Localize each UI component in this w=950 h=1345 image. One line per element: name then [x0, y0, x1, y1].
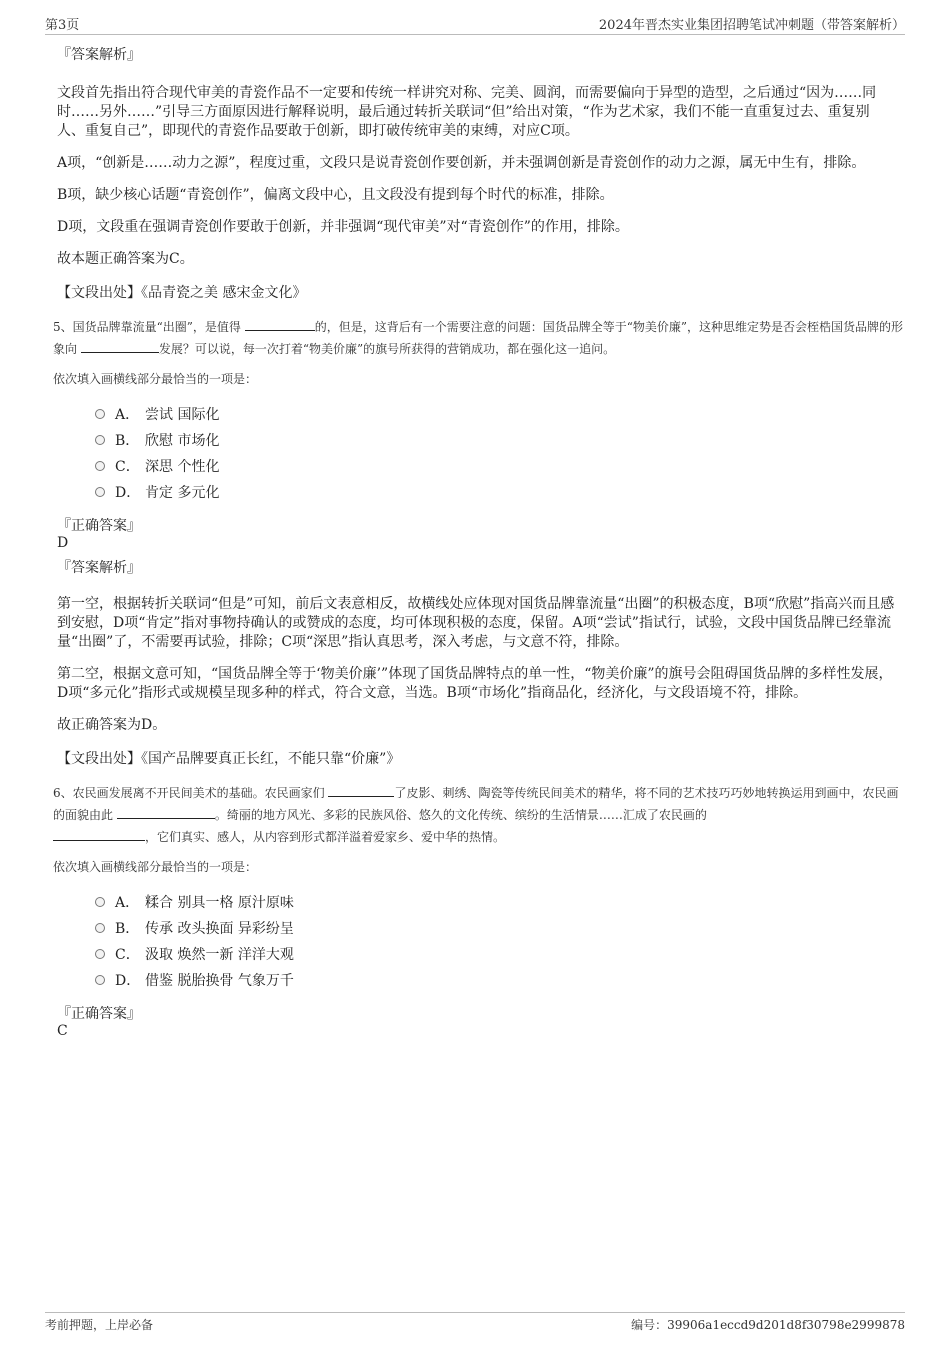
q6-correct-answer: C [57, 1023, 68, 1039]
q5-correct-answer: D [57, 535, 69, 551]
radio-icon[interactable] [95, 409, 105, 419]
page-footer [45, 1312, 905, 1335]
q6-option-b[interactable] [95, 915, 895, 941]
q4-source: 【文段出处】《品青瓷之美 感宋金文化》 [57, 285, 307, 301]
footer-document-id: 编号：39906a1eccd9d201d8f30798e2999878 [631, 1318, 905, 1332]
radio-icon[interactable] [95, 435, 105, 445]
q5-options [57, 401, 895, 505]
q4-analysis-label: 『答案解析』 [57, 47, 141, 63]
option-text: 肯定 多元化 [145, 485, 220, 501]
option-text: 借鉴 脱胎换骨 气象万千 [145, 973, 294, 989]
q6-option-c[interactable] [95, 941, 895, 967]
q5-blank-2 [81, 339, 159, 353]
radio-icon[interactable] [95, 461, 105, 471]
q6-blank-3 [53, 827, 145, 841]
q5-instruction: 依次填入画横线部分最恰当的一项是： [53, 372, 258, 386]
option-letter: C． [115, 459, 140, 475]
option-text: 尝试 国际化 [145, 407, 220, 423]
option-letter: D． [115, 973, 141, 989]
q5-option-a[interactable] [95, 401, 895, 427]
option-letter: A． [115, 895, 140, 911]
q5-analysis-paragraph: 故正确答案为D。 [57, 717, 167, 733]
footer-slogan: 考前押题，上岸必备 [45, 1318, 154, 1332]
q5-analysis-paragraph: 第一空，根据转折关联词“但是”可知，前后文表意相反，故横线处应体现对国货品牌靠流量“出圈”的积极态度，B项“欣慰”指高兴而且感到安慰，D项“肯定”指对事物持确认的或赞成的态度，均可体现积极的态度，保留。A项“尝试”指试行，试验，文段中国货品牌已经靠流量“出圈”了，不需要再试验，排除；C项“深思”指认真思考，深入考虑，与文意不符，排除。 [57, 596, 895, 650]
option-letter: B． [115, 921, 140, 937]
option-letter: D． [115, 485, 141, 501]
q6-blank-1 [328, 783, 394, 797]
option-letter: A． [115, 407, 140, 423]
q6-option-d[interactable] [95, 967, 895, 993]
option-text: 糅合 别具一格 原汁原味 [145, 895, 294, 911]
q5-blank-1 [245, 317, 315, 331]
q6-instruction: 依次填入画横线部分最恰当的一项是： [53, 860, 258, 874]
radio-icon[interactable] [95, 975, 105, 985]
document-title: 2024年晋杰实业集团招聘笔试冲刺题（带答案解析） [598, 18, 905, 33]
q5-source: 【文段出处】《国产品牌要真正长红，不能只靠“价廉”》 [57, 751, 401, 767]
q4-analysis-paragraph: D项，文段重在强调青瓷创作要敢于创新，并非强调“现代审美”对“青瓷创作”的作用，排除。 [57, 219, 629, 235]
q4-analysis-paragraph: A项，“创新是……动力之源”，程度过重，文段只是说青瓷创作要创新，并未强调创新是青瓷创作的动力之源，属无中生有，排除。 [57, 155, 866, 171]
q6-blank-2 [117, 805, 215, 819]
q5-option-c[interactable] [95, 453, 895, 479]
q6-text-part: 6、农民画发展离不开民间美术的基础。农民画家们 [53, 786, 325, 800]
q5-question-text [53, 316, 905, 360]
q6-options [57, 889, 895, 993]
q4-analysis-paragraph: 故本题正确答案为C。 [57, 251, 194, 267]
q5-text-part: 5、国货品牌靠流量“出圈”，是值得 [53, 320, 241, 334]
q6-correct-label: 『正确答案』 [57, 1006, 141, 1022]
q5-option-b[interactable] [95, 427, 895, 453]
q6-question-text [53, 782, 905, 848]
page-number: 第3页 [45, 18, 80, 33]
page-header [45, 12, 905, 35]
q6-text-part: ，它们真实、感人，从内容到形式都洋溢着爱家乡、爱中华的热情。 [145, 830, 506, 844]
page-content [53, 44, 904, 1045]
q4-analysis-paragraph: B项，缺少核心话题“青瓷创作”，偏离文段中心，且文段没有提到每个时代的标准，排除。 [57, 187, 614, 203]
option-text: 欣慰 市场化 [145, 433, 220, 449]
q5-option-d[interactable] [95, 479, 895, 505]
q5-analysis-label: 『答案解析』 [57, 560, 141, 576]
q6-text-part: 。绮丽的地方风光、多彩的民族风俗、悠久的文化传统、缤纷的生活情景……汇成了农民画的 [214, 808, 707, 822]
option-text: 深思 个性化 [145, 459, 220, 475]
option-letter: B． [115, 433, 140, 449]
q4-analysis-paragraph: 文段首先指出符合现代审美的青瓷作品不一定要和传统一样讲究对称、完美、圆润，而需要偏向于异型的造型，之后通过“因为……同时……另外……”引导三方面原因进行解释说明，最后通过转折关联词“但”给出对策，“作为艺术家，我们不能一直重复过去、重复别人、重复自己”，即现代的青瓷作品要敢于创新，即打破传统审美的束缚，对应C项。 [57, 85, 877, 139]
option-letter: C． [115, 947, 140, 963]
q5-correct-label: 『正确答案』 [57, 518, 141, 534]
radio-icon[interactable] [95, 923, 105, 933]
q5-analysis-paragraph: 第二空，根据文意可知，“国货品牌全等于‘物美价廉’”体现了国货品牌特点的单一性，“物美价廉”的旗号会阻碍国货品牌的多样性发展，D项“多元化”指形式或规模呈现多种的样式，符合文意，当选。B项“市场化”指商品化，经济化，与文段语境不符，排除。 [57, 666, 893, 701]
radio-icon[interactable] [95, 487, 105, 497]
option-text: 传承 改头换面 异彩纷呈 [145, 921, 294, 937]
q6-text-part: 了皮影、刺绣、陶瓷等传统民间美术的精华，将不同的艺术技巧巧妙地转换运用到画中，农民画的面貌由此 [53, 786, 899, 822]
option-text: 汲取 焕然一新 洋洋大观 [145, 947, 294, 963]
q5-text-part: 发展？可以说，每一次打着“物美价廉”的旗号所获得的营销成功，都在强化这一追问。 [158, 342, 616, 356]
radio-icon[interactable] [95, 897, 105, 907]
q6-option-a[interactable] [95, 889, 895, 915]
q5-text-part: 的，但是，这背后有一个需要注意的问题：国货品牌全等于“物美价廉”，这种思维定势是否会桎梏国货品牌的形象向 [53, 320, 904, 356]
radio-icon[interactable] [95, 949, 105, 959]
